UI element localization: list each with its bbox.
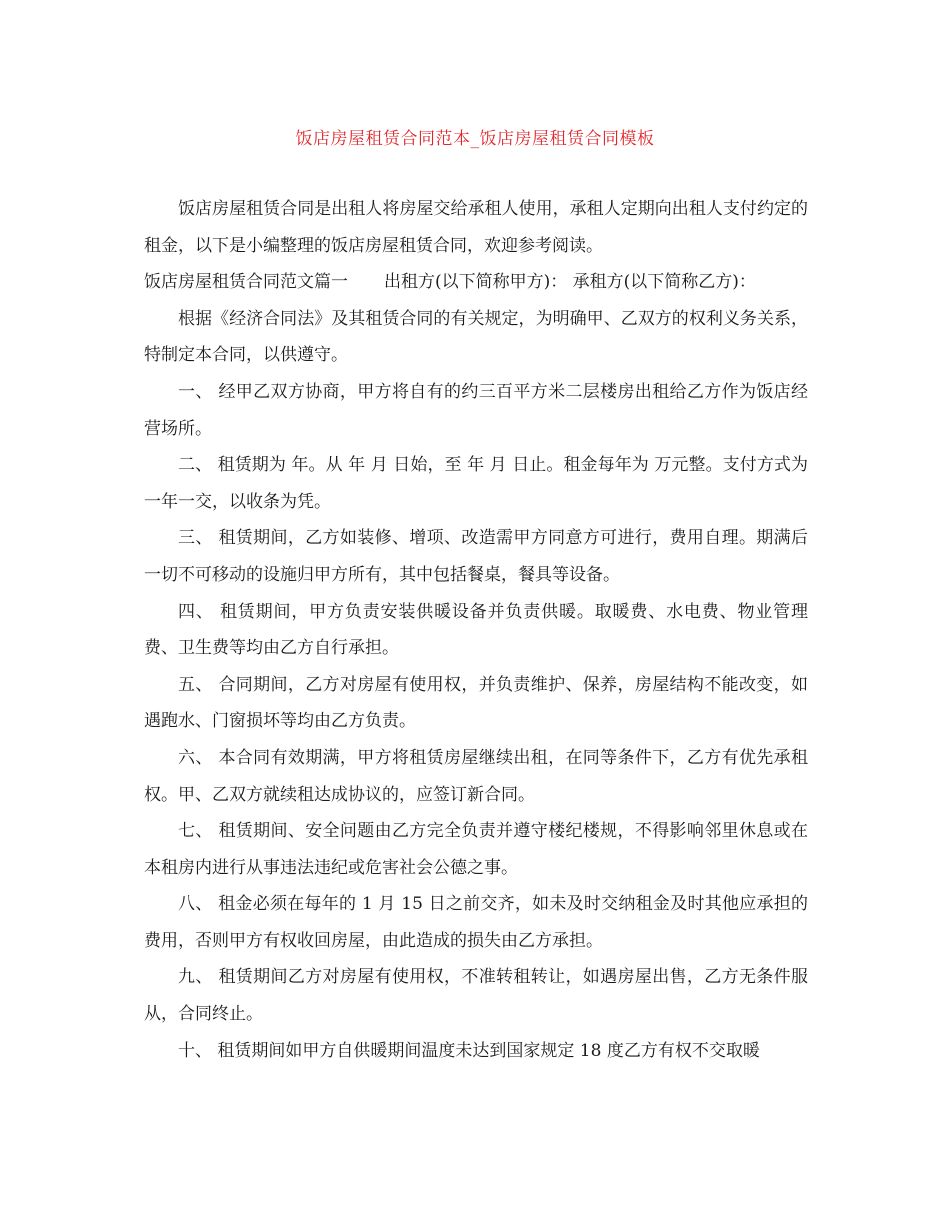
section-heading-line xyxy=(144,264,808,301)
clause-6: 六、 本合同有效期满，甲方将租赁房屋继续出租，在同等条件下，乙方有优先承租权。甲、乙双方就续租达成协议的，应签订新合同。 xyxy=(144,747,808,805)
parties-line: 出租方(以下简称甲方)： 承租方(以下简称乙方)： xyxy=(384,272,756,293)
clause-5: 五、 合同期间，乙方对房屋有使用权，并负责维护、保养，房屋结构不能改变，如遇跑水、门窗损坏等均由乙方负责。 xyxy=(144,674,808,732)
clause-8: 八、 租金必须在每年的 1 月 15 日之前交齐，如未及时交纳租金及时其他应承担的费用，否则甲方有权收回房屋，由此造成的损失由乙方承担。 xyxy=(144,894,808,951)
intro-paragraph: 饭店房屋租赁合同是出租人将房屋交给承租人使用，承租人定期向出租人支付约定的租金，以下是小编整理的饭店房屋租赁合同，欢迎参考阅读。 xyxy=(144,199,808,256)
clause-3: 三、 租赁期间，乙方如装修、增项、改造需甲方同意方可进行，费用自理。期满后一切不可移动的设施归甲方所有，其中包括餐桌，餐具等设备。 xyxy=(144,528,808,585)
clause-7: 七、 租赁期间、安全问题由乙方完全负责并遵守楼纪楼规，不得影响邻里休息或在本租房内进行从事违法违纪或危害社会公德之事。 xyxy=(144,821,808,878)
section-heading: 饭店房屋租赁合同范文篇一 xyxy=(144,272,348,293)
clause-9: 九、 租赁期间乙方对房屋有使用权，不准转租转让，如遇房屋出售，乙方无条件服从，合同终止。 xyxy=(144,967,808,1025)
document-body xyxy=(144,191,808,1069)
clause-2: 二、 租赁期为 年。从 年 月 日始，至 年 月 日止。租金每年为 万元整。支付方式为一年一交，以收条为凭。 xyxy=(144,455,808,512)
clause-4: 四、 租赁期间，甲方负责安装供暖设备并负责供暖。取暖费、水电费、物业管理费、卫生费等均由乙方自行承担。 xyxy=(144,601,808,659)
clause-1: 一、 经甲乙双方协商，甲方将自有的约三百平方米二层楼房出租给乙方作为饭店经营场所。 xyxy=(144,381,808,439)
document-title: 饭店房屋租赁合同范本_饭店房屋租赁合同模板 xyxy=(295,129,655,149)
preamble-paragraph: 根据《经济合同法》及其租赁合同的有关规定，为明确甲、乙双方的权利义务关系，特制定本合同，以供遵守。 xyxy=(144,308,808,366)
clause-10: 十、 租赁期间如甲方自供暖期间温度未达到国家规定 18 度乙方有权不交取暖 xyxy=(178,1040,760,1061)
